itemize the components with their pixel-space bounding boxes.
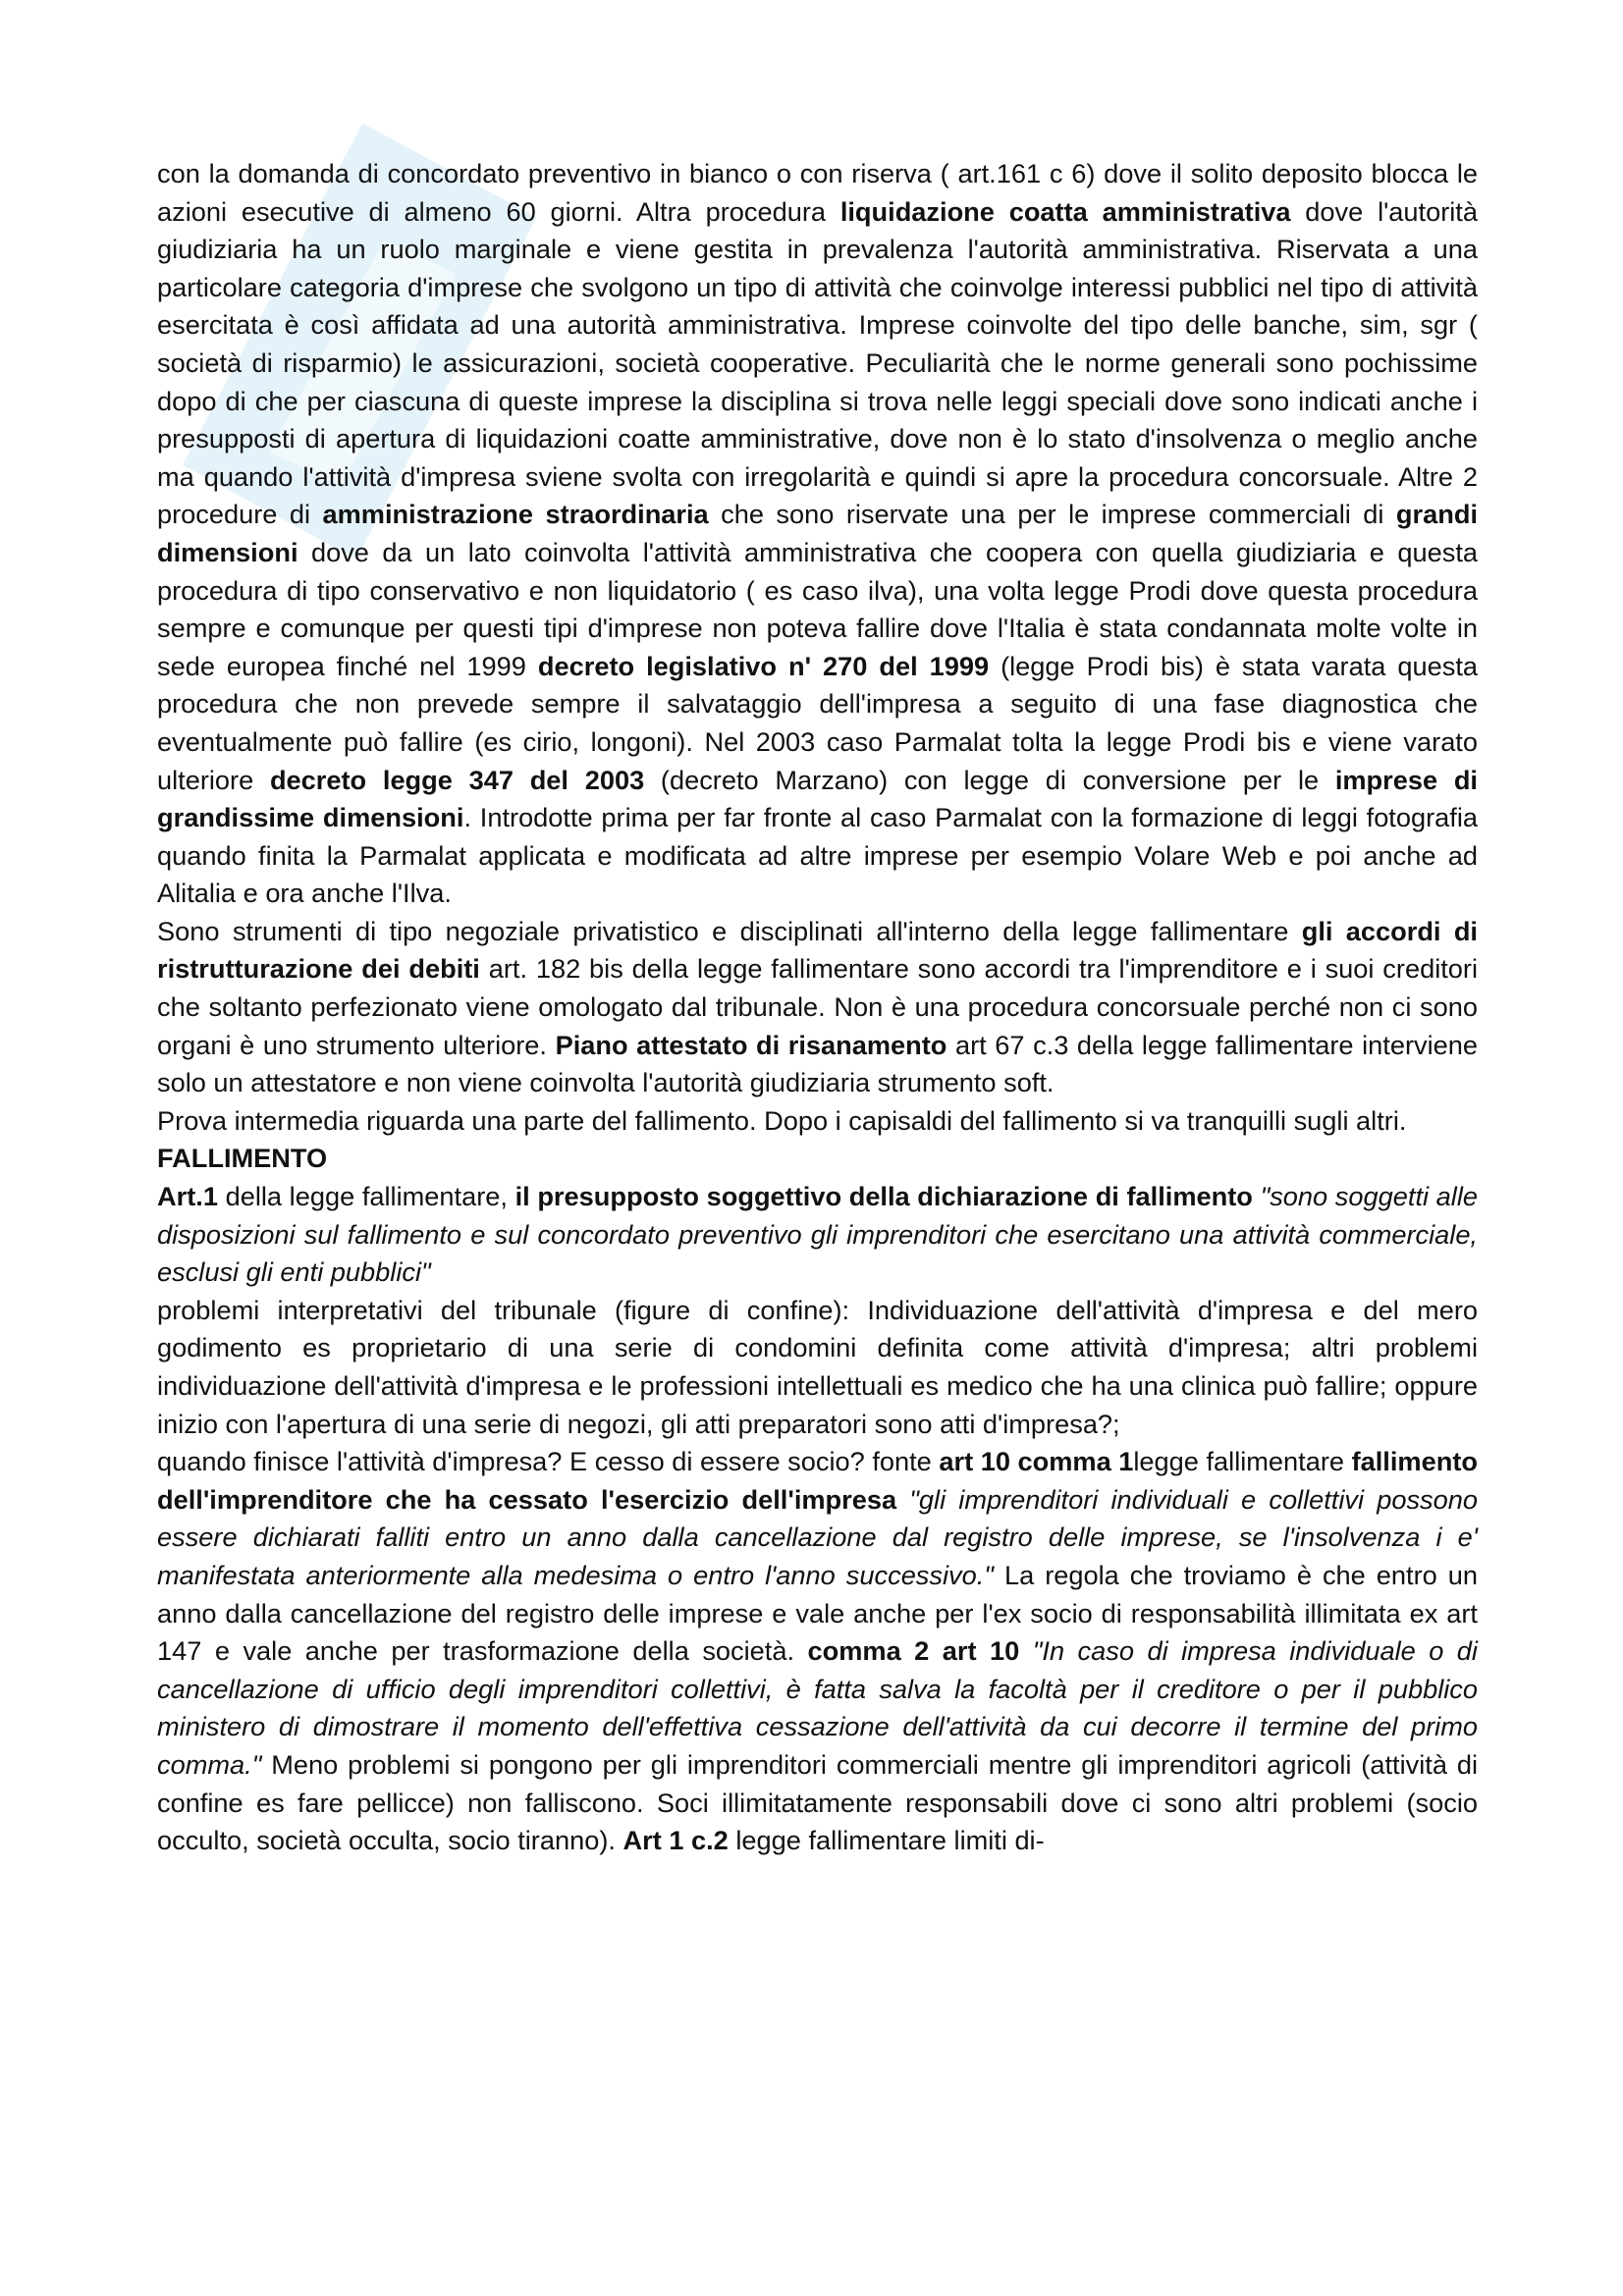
paragraph [157, 1178, 1478, 1292]
paragraph [157, 155, 1478, 913]
quoted-text: "gli imprenditori individuali e collettivi possono essere dichiarati falliti entro un anno dalla cancellazione dal registro delle imprese, se l'insolvenza i e' manifestata anteriormente alla medesima o entro l'anno successivo." [157, 1483, 1478, 1590]
document-body [157, 155, 1478, 1860]
bold-text: il presupposto soggettivo della dichiarazione di fallimento [514, 1181, 1253, 1212]
paragraph [157, 1102, 1478, 1141]
text-run [1019, 1635, 1032, 1666]
text-run: quando finisce l'attività d'impresa? E cesso di essere socio? fonte [157, 1446, 940, 1477]
bold-text: comma 2 art 10 [807, 1635, 1020, 1667]
text-run: Meno problemi si pongono per gli imprenditori commerciali mentre gli imprenditori agricoli (attività di confine es fare pellicce) non falliscono. Soci illimitatamente responsabili dove ci sono altri problemi (socio occulto, società occulta, socio tiranno). [157, 1748, 1478, 1856]
section-heading: FALLIMENTO [157, 1143, 328, 1174]
bold-text: Piano attestato di risanamento [555, 1029, 947, 1060]
text-run: dove l'autorità giudiziaria ha un ruolo marginale e viene gestita in prevalenza l'autorità amministrativa. Riservata a una particolare categoria d'imprese che svolgono un tipo di attività che coinvolge interessi pubblici nel tipo di attività esercitata è così affidata ad una autorità amministrativa. Imprese coinvolte del tipo delle banche, sim, sgr ( società di risparmio) le assicurazioni, società cooperative. Peculiarità che le norme generali sono pochissime dopo di che per ciascuna di queste imprese la disciplina si trova nelle leggi speciali dove sono indicati anche i presupposti di apertura di liquidazioni coatte amministrative, dove non è lo stato d'insolvenza o meglio anche ma quando l'attività d'impresa sviene svolta con irregolarità e quindi si apre la procedura concorsuale. Altre 2 procedure di [157, 195, 1478, 530]
text-run: con la domanda di concordato preventivo in bianco o con riserva ( art.161 c 6) dove il solito deposito blocca le azioni esecutive di almeno 60 giorni. Altra procedura [157, 158, 1478, 227]
paragraph [157, 1443, 1478, 1860]
bold-text: liquidazione coatta amministrativa [839, 195, 1291, 227]
text-run: art 67 c.3 della legge fallimentare interviene solo un attestatore e non viene coinvolta l'autorità giudiziaria strumento soft. [157, 1029, 1478, 1098]
text-run: (decreto Marzano) con legge di conversione per le [644, 764, 1335, 795]
text-run: legge fallimentare limiti di- [728, 1825, 1045, 1856]
text-run: Prova intermedia riguarda una parte del fallimento. Dopo i capisaldi del fallimento si va tranquilli sugli altri. [157, 1104, 1407, 1136]
bold-text: art 10 comma 1 [939, 1446, 1134, 1477]
bold-text: grandi dimensioni [157, 499, 1478, 567]
bold-text: amministrazione straordinaria [322, 499, 709, 530]
paragraph [157, 913, 1478, 1102]
section-fallimento [157, 1178, 1478, 1860]
paragraph [157, 1292, 1478, 1443]
text-run: Sono strumenti di tipo negoziale privatistico e disciplinati all'interno della legge fallimentare [157, 915, 1302, 946]
text-run: legge fallimentare [1133, 1446, 1352, 1477]
quoted-text: "In caso di impresa individuale o di cancellazione di ufficio degli imprenditori collettivi, è fatta salva la facoltà per il creditore o per il pubblico ministero di dimostrare il momento dell'effettiva cessazione dell'attività da cui decorre il termine del primo comma." [157, 1635, 1478, 1780]
text-run: problemi interpretativi del tribunale (figure di confine): Individuazione dell'attività d'impresa e del mero godimento es proprietario di una serie di condomini definita come attività d'impresa; altri problemi individuazione dell'attività d'impresa e le professioni intellettuali es medico che ha una clinica può fallire; oppure inizio con l'apertura di una serie di negozi, gli atti preparatori sono atti d'impresa?; [157, 1294, 1478, 1439]
text-run: della legge fallimentare, [217, 1181, 515, 1212]
text-run [1253, 1181, 1261, 1211]
bold-text: fallimento dell'imprenditore che ha cessato l'esercizio dell'impresa [157, 1446, 1478, 1515]
text-run: . Introdotte prima per far fronte al caso Parmalat con la formazione di leggi fotografia quando finita la Parmalat applicata e modificata ad altre imprese per esempio Volare Web e poi anche ad Alitalia e ora anche l'Ilva. [157, 802, 1478, 909]
bold-text: decreto legislativo n' 270 del 1999 [537, 650, 990, 681]
bold-text: Art 1 c.2 [622, 1825, 729, 1856]
text-run: che sono riservate una per le imprese commerciali di [708, 499, 1396, 530]
text-run: art. 182 bis della legge fallimentare sono accordi tra l'imprenditore e i suoi creditori che soltanto perfezionato viene omologato dal tribunale. Non è una procedura concorsuale perché non ci sono organi è uno strumento ulteriore. [157, 953, 1479, 1060]
bold-text: gli accordi di ristrutturazione dei debiti [157, 915, 1478, 985]
bold-text: decreto legge 347 del 2003 [269, 764, 645, 795]
text-run: (legge Prodi bis) è stata varata questa procedura che non prevede sempre il salvataggio dell'impresa a seguito di una fase diagnostica che eventualmente può fallire (es cirio, longoni). Nel 2003 caso Parmalat tolta la legge Prodi bis e viene varato ulteriore [157, 650, 1478, 795]
bold-text: Art.1 [157, 1181, 218, 1212]
bold-text: imprese di grandissime dimensioni [157, 764, 1478, 833]
text-run: La regola che troviamo è che entro un anno dalla cancellazione del registro delle imprese e vale anche per l'ex socio di responsabilità illimitata ex art 147 e vale anche per trasformazione della società. [157, 1559, 1478, 1667]
section-intro [157, 155, 1478, 1140]
text-run: dove da un lato coinvolta l'attività amministrativa che coopera con quella giudiziaria e questa procedura di tipo conservativo e non liquidatorio ( es caso ilva), una volta legge Prodi dove questa procedura sempre e comunque per questi tipi d'imprese non poteva fallire dove l'Italia è stata condannata molte volte in sede europea finché nel 1999 [157, 536, 1478, 681]
quoted-text: "sono soggetti alle disposizioni sul fallimento e sul concordato preventivo gli imprenditori che esercitano una attività commerciale, esclusi gli enti pubblici" [157, 1181, 1478, 1288]
text-run [896, 1484, 909, 1515]
